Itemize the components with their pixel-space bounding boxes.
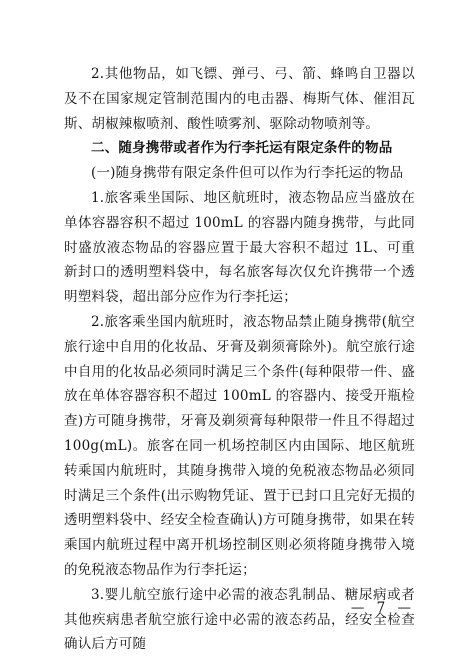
section-heading-restricted-items: 二、随身携带或者作为行李托运有限定条件的物品 (91, 140, 393, 157)
subsection-heading-checked-baggage: (一)随身携带有限定条件但可以作为行李托运的物品 (91, 165, 404, 182)
paragraph-international-liquids: 1.旅客乘坐国际、地区航班时，液态物品应当盛放在单体容器容积不超过 100mL 的容器内随身携带，与此同时盛放液态物品的容器应置于最大容积不超过 1L、可重新封口的透明塑料袋中，每名旅客每次仅允许携带一个透明塑料袋，超出部分应作为行李托运； (64, 189, 415, 306)
paragraph-infant-medical-liquids: 3.婴儿航空旅行途中必需的液态乳制品、糖尿病或者其他疾病患者航空旅行途中必需的液态药品，经安全检查确认后方可随 (64, 586, 415, 653)
paragraph-domestic-liquids: 2.旅客乘坐国内航班时，液态物品禁止随身携带(航空旅行途中自用的化妆品、牙膏及剃须膏除外)。航空旅行途中自用的化妆品必须同时满足三个条件(每种限带一件、盛放在单体容器容积不超过 100mL 的容器内、接受开瓶检查)方可随身携带，牙膏及剃须膏每种限带一件且不得超过 100g(mL)。旅客在同一机场控制区内由国际、地区航班转乘国内航班时，其随身携带入境的免税液态物品必须同时满足三个条件(出示购物凭证、置于已封口且完好无损的透明塑料袋中、经安全检查确认)方可随身携带，如果在转乘国内航班过程中离开机场控制区则必须将随身携带入境的免税液态物品作为行李托运； (64, 313, 415, 578)
document-body (64, 62, 415, 657)
paragraph-other-items: 2.其他物品，如飞镖、弹弓、弓、箭、蜂鸣自卫器以及不在国家规定管制范围内的电击器、梅斯气体、催泪瓦斯、胡椒辣椒喷剂、酸性喷雾剂、驱除动物喷剂等。 (64, 66, 415, 132)
page-number: — 7 — (350, 600, 415, 616)
